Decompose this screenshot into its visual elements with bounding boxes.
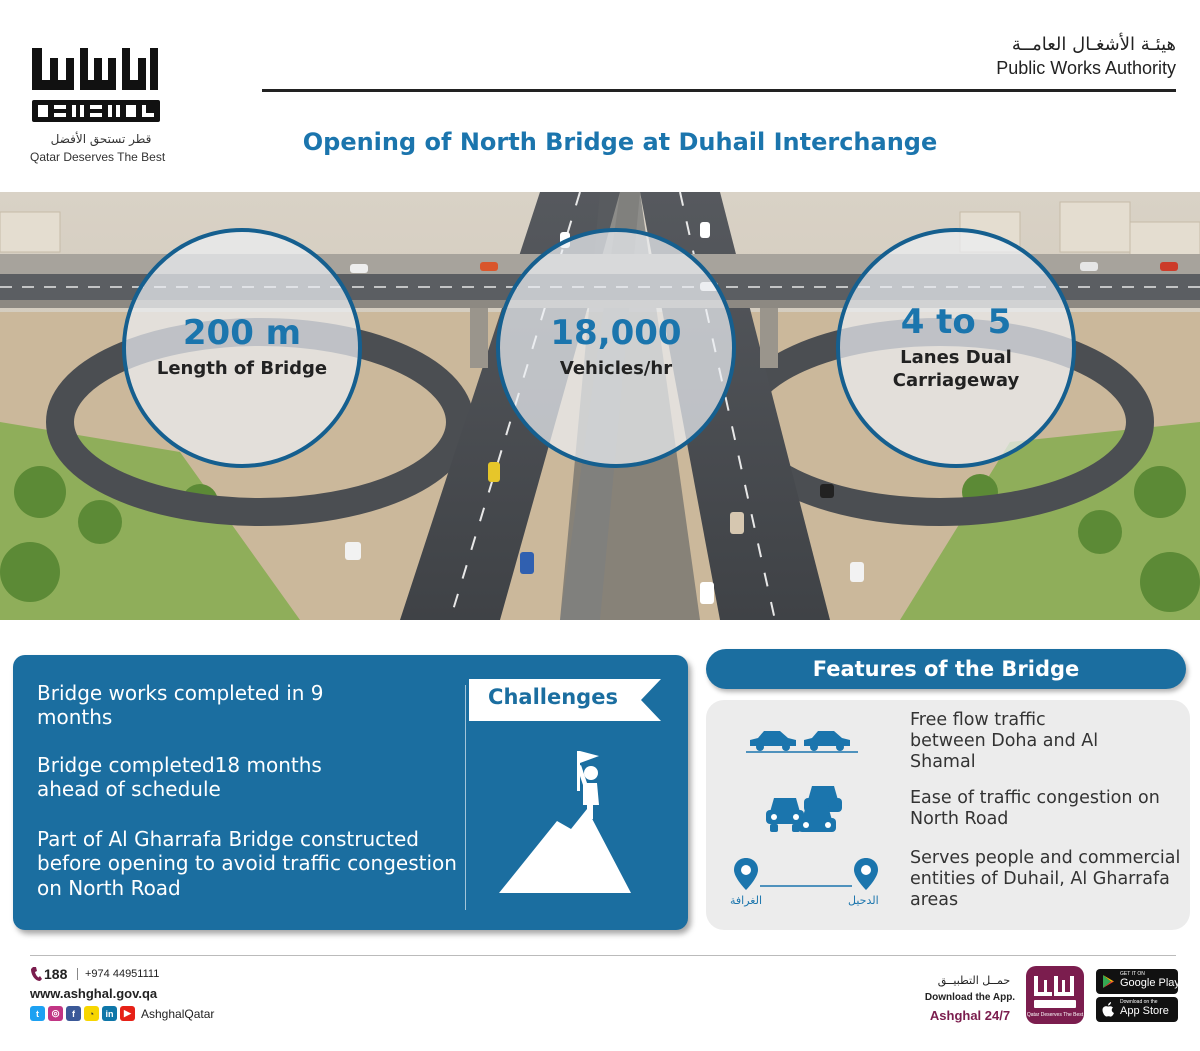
features-heading: Features of the Bridge (706, 649, 1186, 689)
feature-item: Ease of traffic congestion on North Road (910, 788, 1160, 829)
facebook-icon[interactable]: f (66, 1006, 81, 1021)
social-links (30, 1006, 214, 1021)
ashghal-logo (30, 44, 170, 164)
pin-label-gharrafa: الغرافة (730, 894, 762, 907)
youtube-icon[interactable]: ▶ (120, 1006, 135, 1021)
challenges-panel (13, 655, 688, 930)
stat-value: 200 m (182, 313, 302, 354)
traffic-congestion-icon (762, 780, 846, 838)
interchange-rendering (0, 192, 1200, 620)
app-name: Ashghal 24/7 (929, 1008, 1011, 1023)
mountain-climber-icon (499, 743, 649, 903)
social-handle: AshghalQatar (141, 1006, 215, 1021)
google-play-label: Google Play (1120, 977, 1180, 989)
challenges-divider (465, 685, 466, 910)
feature-item: Serves people and commercial entities of Duhail, Al Gharrafa areas (910, 848, 1181, 910)
ashghal-logo-icon (30, 44, 162, 128)
org-name: Public Works Authority (996, 58, 1176, 78)
pin-label-duhail: الدحيل (848, 894, 879, 907)
location-pins-icon (734, 858, 884, 898)
stat-label: Length of Bridge (156, 358, 328, 380)
app-icon-tagline: Qatar Deserves The Best (1026, 1012, 1084, 1018)
footer-divider (30, 955, 1176, 956)
phone-icon (30, 966, 42, 982)
stat-label: Lanes Dual Carriageway (892, 347, 1020, 391)
stat-vehicles-per-hour (496, 228, 736, 468)
snapchat-icon[interactable]: ◔ (84, 1006, 99, 1021)
phone-number[interactable]: +974 44951111 (85, 968, 160, 980)
stat-value: 18,000 (550, 313, 682, 354)
challenge-item: Bridge completed18 months ahead of schedule (37, 753, 322, 802)
ashghal-app-icon[interactable] (1026, 966, 1084, 1024)
app-store-small-text: Download on the (1120, 999, 1158, 1005)
org-name-arabic: هيئـة الأشغـال العامــة (1011, 34, 1176, 55)
app-store-badge[interactable] (1096, 997, 1178, 1022)
stat-label: Vehicles/hr (559, 358, 673, 380)
app-store-label: App Store (1120, 1005, 1169, 1017)
website-link[interactable]: www.ashghal.gov.qa (30, 986, 158, 1001)
google-play-icon (1102, 974, 1116, 989)
hotline-number[interactable]: 188 (44, 966, 68, 982)
page-title: Opening of North Bridge at Duhail Interchange (302, 128, 938, 156)
logo-tagline: Qatar Deserves The Best (30, 150, 166, 164)
challenge-item: Part of Al Gharrafa Bridge constructed before opening to avoid traffic congestion on North Road (37, 827, 457, 900)
linkedin-icon[interactable]: in (102, 1006, 117, 1021)
header-divider (262, 89, 1176, 92)
stat-bridge-length (122, 228, 362, 468)
stat-value: 4 to 5 (900, 301, 1012, 342)
challenge-item: Bridge works completed in 9 months (37, 681, 324, 730)
logo-tagline-arabic: قطر تستحق الأفضل (50, 132, 152, 146)
download-app-label: Download the App. (924, 992, 1016, 1003)
cars-icon (746, 726, 858, 754)
stat-lanes (836, 228, 1076, 468)
twitter-icon[interactable]: t (30, 1006, 45, 1021)
challenges-heading: Challenges (488, 685, 618, 709)
google-play-small-text: GET IT ON (1120, 971, 1145, 977)
download-app-arabic: حمــل التطبيــق (937, 974, 1011, 987)
apple-icon (1102, 1002, 1115, 1017)
instagram-icon[interactable]: ◎ (48, 1006, 63, 1021)
feature-item: Free flow traffic between Doha and Al Shamal (910, 710, 1099, 772)
footer-separator (77, 968, 78, 980)
google-play-badge[interactable] (1096, 969, 1178, 994)
